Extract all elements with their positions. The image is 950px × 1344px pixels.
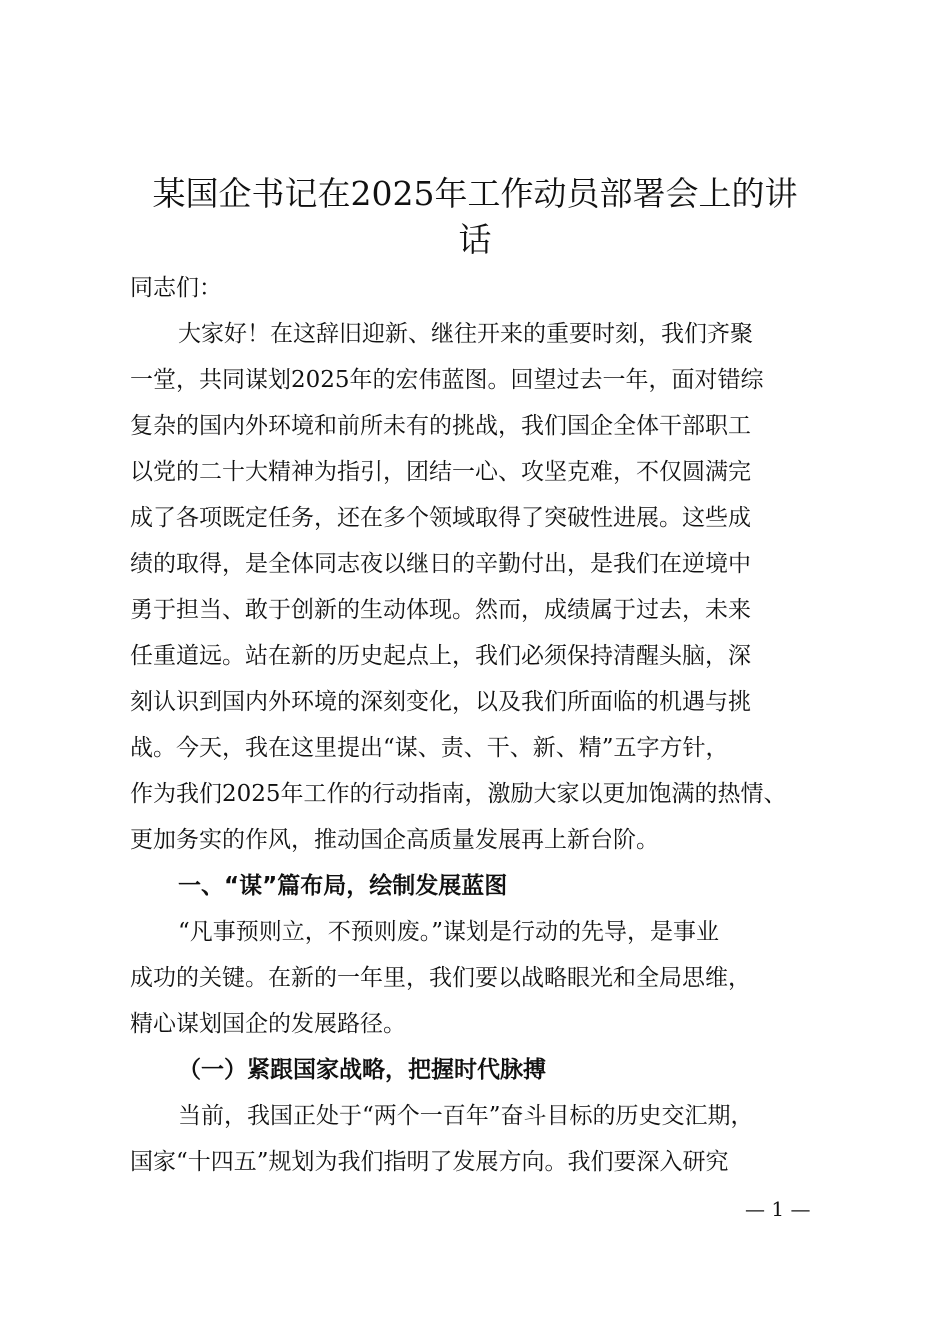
intro-line: 复杂的国内外环境和前所未有的挑战，我们国企全体干部职工 xyxy=(130,413,751,439)
intro-line: 成了各项既定任务，还在多个领域取得了突破性进展。这些成 xyxy=(130,505,751,531)
intro-line: 以党的二十大精神为指引，团结一心、攻坚克难，不仅圆满完 xyxy=(130,459,751,485)
intro-line: 大家好！在这辞旧迎新、继往开来的重要时刻，我们齐聚 xyxy=(178,321,753,347)
section-1-heading: 一、“谋”篇布局，绘制发展蓝图 xyxy=(178,873,508,899)
section-1-paragraph-line: 精心谋划国企的发展路径。 xyxy=(130,1011,406,1037)
intro-line: 一堂，共同谋划2025年的宏伟蓝图。回望过去一年，面对错综 xyxy=(130,367,764,393)
intro-line: 任重道远。站在新的历史起点上，我们必须保持清醒头脑，深 xyxy=(130,643,751,669)
intro-line: 刻认识到国内外环境的深刻变化，以及我们所面临的机遇与挑 xyxy=(130,689,751,715)
section-1-paragraph-line: “凡事预则立，不预则废。”谋划是行动的先导，是事业 xyxy=(178,919,720,945)
intro-line: 更加务实的作风，推动国企高质量发展再上新台阶。 xyxy=(130,827,659,853)
subsection-1-paragraph-line: 国家“十四五”规划为我们指明了发展方向。我们要深入研究 xyxy=(130,1149,729,1175)
section-1-paragraph-line: 成功的关键。在新的一年里，我们要以战略眼光和全局思维， xyxy=(130,965,751,991)
document-title-line-2: 话 xyxy=(458,220,492,259)
subsection-1-heading: （一）紧跟国家战略，把握时代脉搏 xyxy=(178,1056,546,1083)
salutation: 同志们： xyxy=(130,275,222,301)
subsection-1-paragraph-line: 当前，我国正处于“两个一百年”奋斗目标的历史交汇期， xyxy=(178,1103,754,1129)
intro-line: 勇于担当、敢于创新的生动体现。然而，成绩属于过去，未来 xyxy=(130,597,751,623)
intro-line: 绩的取得，是全体同志夜以继日的辛勤付出，是我们在逆境中 xyxy=(130,551,751,577)
intro-line: 战。今天，我在这里提出“谋、责、干、新、精”五字方针， xyxy=(130,735,729,761)
document-title-line-1: 某国企书记在2025年工作动员部署会上的讲 xyxy=(152,174,798,213)
intro-line: 作为我们2025年工作的行动指南，激励大家以更加饱满的热情、 xyxy=(130,781,787,807)
page-number: — 1 — xyxy=(745,1197,811,1221)
